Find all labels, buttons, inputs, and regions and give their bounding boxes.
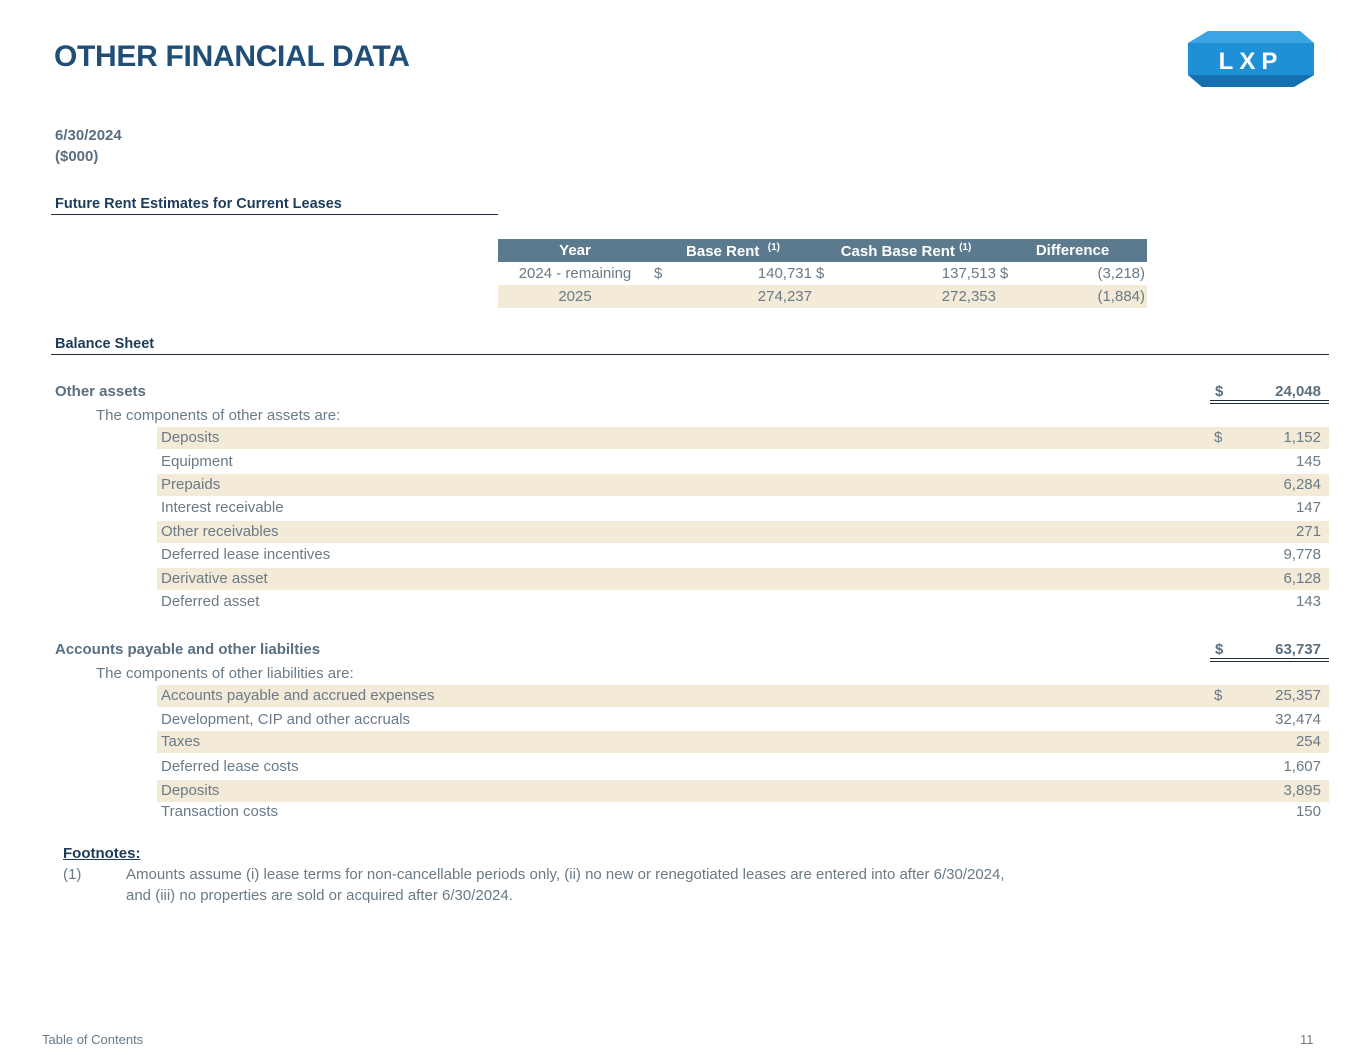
list-item: Deposits 3,895 xyxy=(157,780,1329,802)
other-assets-intro: The components of other assets are: xyxy=(96,407,341,424)
liabilities-intro: The components of other liabilities are: xyxy=(96,665,354,682)
footnote-text-line1: Amounts assume (i) lease terms for non-cancellable periods only, (ii) no new or renegotiated leases are entered into after 6/30/2024, xyxy=(126,866,1005,883)
cell-currency xyxy=(652,285,672,308)
cell-currency xyxy=(998,285,1020,308)
cell-year: 2024 - remaining xyxy=(518,265,632,282)
list-item: Accounts payable and accrued expenses $ 25,357 xyxy=(157,685,1329,707)
cell-currency: $ xyxy=(1000,265,1009,282)
cell-difference: (1,884) xyxy=(1020,285,1147,308)
list-item: Deferred lease costs 1,607 xyxy=(161,758,1321,775)
table-row xyxy=(498,285,1147,308)
lxp-logo xyxy=(1188,29,1314,89)
rent-table xyxy=(498,239,1147,308)
other-assets-total: 24,048 xyxy=(1275,383,1321,400)
footnote-ref: (1) xyxy=(767,241,780,253)
report-units: ($000) xyxy=(55,148,99,165)
list-item: Equipment 145 xyxy=(161,453,1321,470)
report-date: 6/30/2024 xyxy=(55,127,122,144)
cell-currency: $ xyxy=(816,265,825,282)
liabilities-row xyxy=(55,641,1321,658)
list-item: Transaction costs 150 xyxy=(161,803,1321,820)
table-of-contents-link[interactable]: Table of Contents xyxy=(42,1032,144,1047)
cell-cash-base-rent: 137,513 xyxy=(941,265,996,282)
other-assets-currency: $ xyxy=(1215,383,1224,400)
logo-text: LXP xyxy=(1218,48,1284,75)
col-cash-base-rent: Cash Base Rent $^{(1)}$ xyxy=(814,239,998,262)
footnote-text-line2: and (iii) no properties are sold or acquired after 6/30/2024. xyxy=(126,887,513,904)
table-row xyxy=(498,262,1147,285)
footnotes-heading: Footnotes: xyxy=(63,845,141,862)
cell-year: 2025 xyxy=(498,285,652,308)
list-item: Taxes 254 xyxy=(157,731,1329,753)
cell-currency xyxy=(814,285,836,308)
footnote-ref: (1) xyxy=(959,241,972,253)
col-difference: Difference xyxy=(998,239,1147,262)
col-base-rent: Base Rent $^{(1)}$ xyxy=(652,239,814,262)
other-assets-row xyxy=(55,383,1321,400)
list-item: Deferred lease incentives 9,778 xyxy=(161,546,1321,563)
page-title: OTHER FINANCIAL DATA xyxy=(54,40,410,73)
cell-currency: $ xyxy=(654,265,663,282)
list-item: Deferred asset 143 xyxy=(161,593,1321,610)
cell-difference: (3,218) xyxy=(1097,265,1145,282)
double-underline xyxy=(1210,658,1329,662)
cell-base-rent: 140,731 xyxy=(757,265,812,282)
list-item: Deposits $ 1,152 xyxy=(157,427,1329,449)
col-year: Year xyxy=(498,239,652,262)
rent-table-header xyxy=(498,239,1147,262)
list-item: Interest receivable 147 xyxy=(161,499,1321,516)
cell-base-rent: 274,237 xyxy=(672,285,814,308)
list-item: Derivative asset 6,128 xyxy=(157,568,1329,590)
list-item: Development, CIP and other accruals 32,474 xyxy=(161,711,1321,728)
rent-section-title: Future Rent Estimates for Current Leases xyxy=(51,196,498,215)
double-underline xyxy=(1210,400,1329,404)
liabilities-total: 63,737 xyxy=(1275,641,1321,658)
page-number: 11 xyxy=(1300,1032,1314,1047)
other-assets-label: Other assets xyxy=(55,383,146,400)
list-item: Other receivables 271 xyxy=(157,521,1329,543)
liabilities-label: Accounts payable and other liabilties xyxy=(55,641,321,658)
balance-sheet-title: Balance Sheet xyxy=(51,336,1329,355)
footnote-number: (1) xyxy=(63,866,82,883)
list-item: Prepaids 6,284 xyxy=(157,474,1329,496)
cell-cash-base-rent: 272,353 xyxy=(836,285,998,308)
liabilities-currency: $ xyxy=(1215,641,1224,658)
